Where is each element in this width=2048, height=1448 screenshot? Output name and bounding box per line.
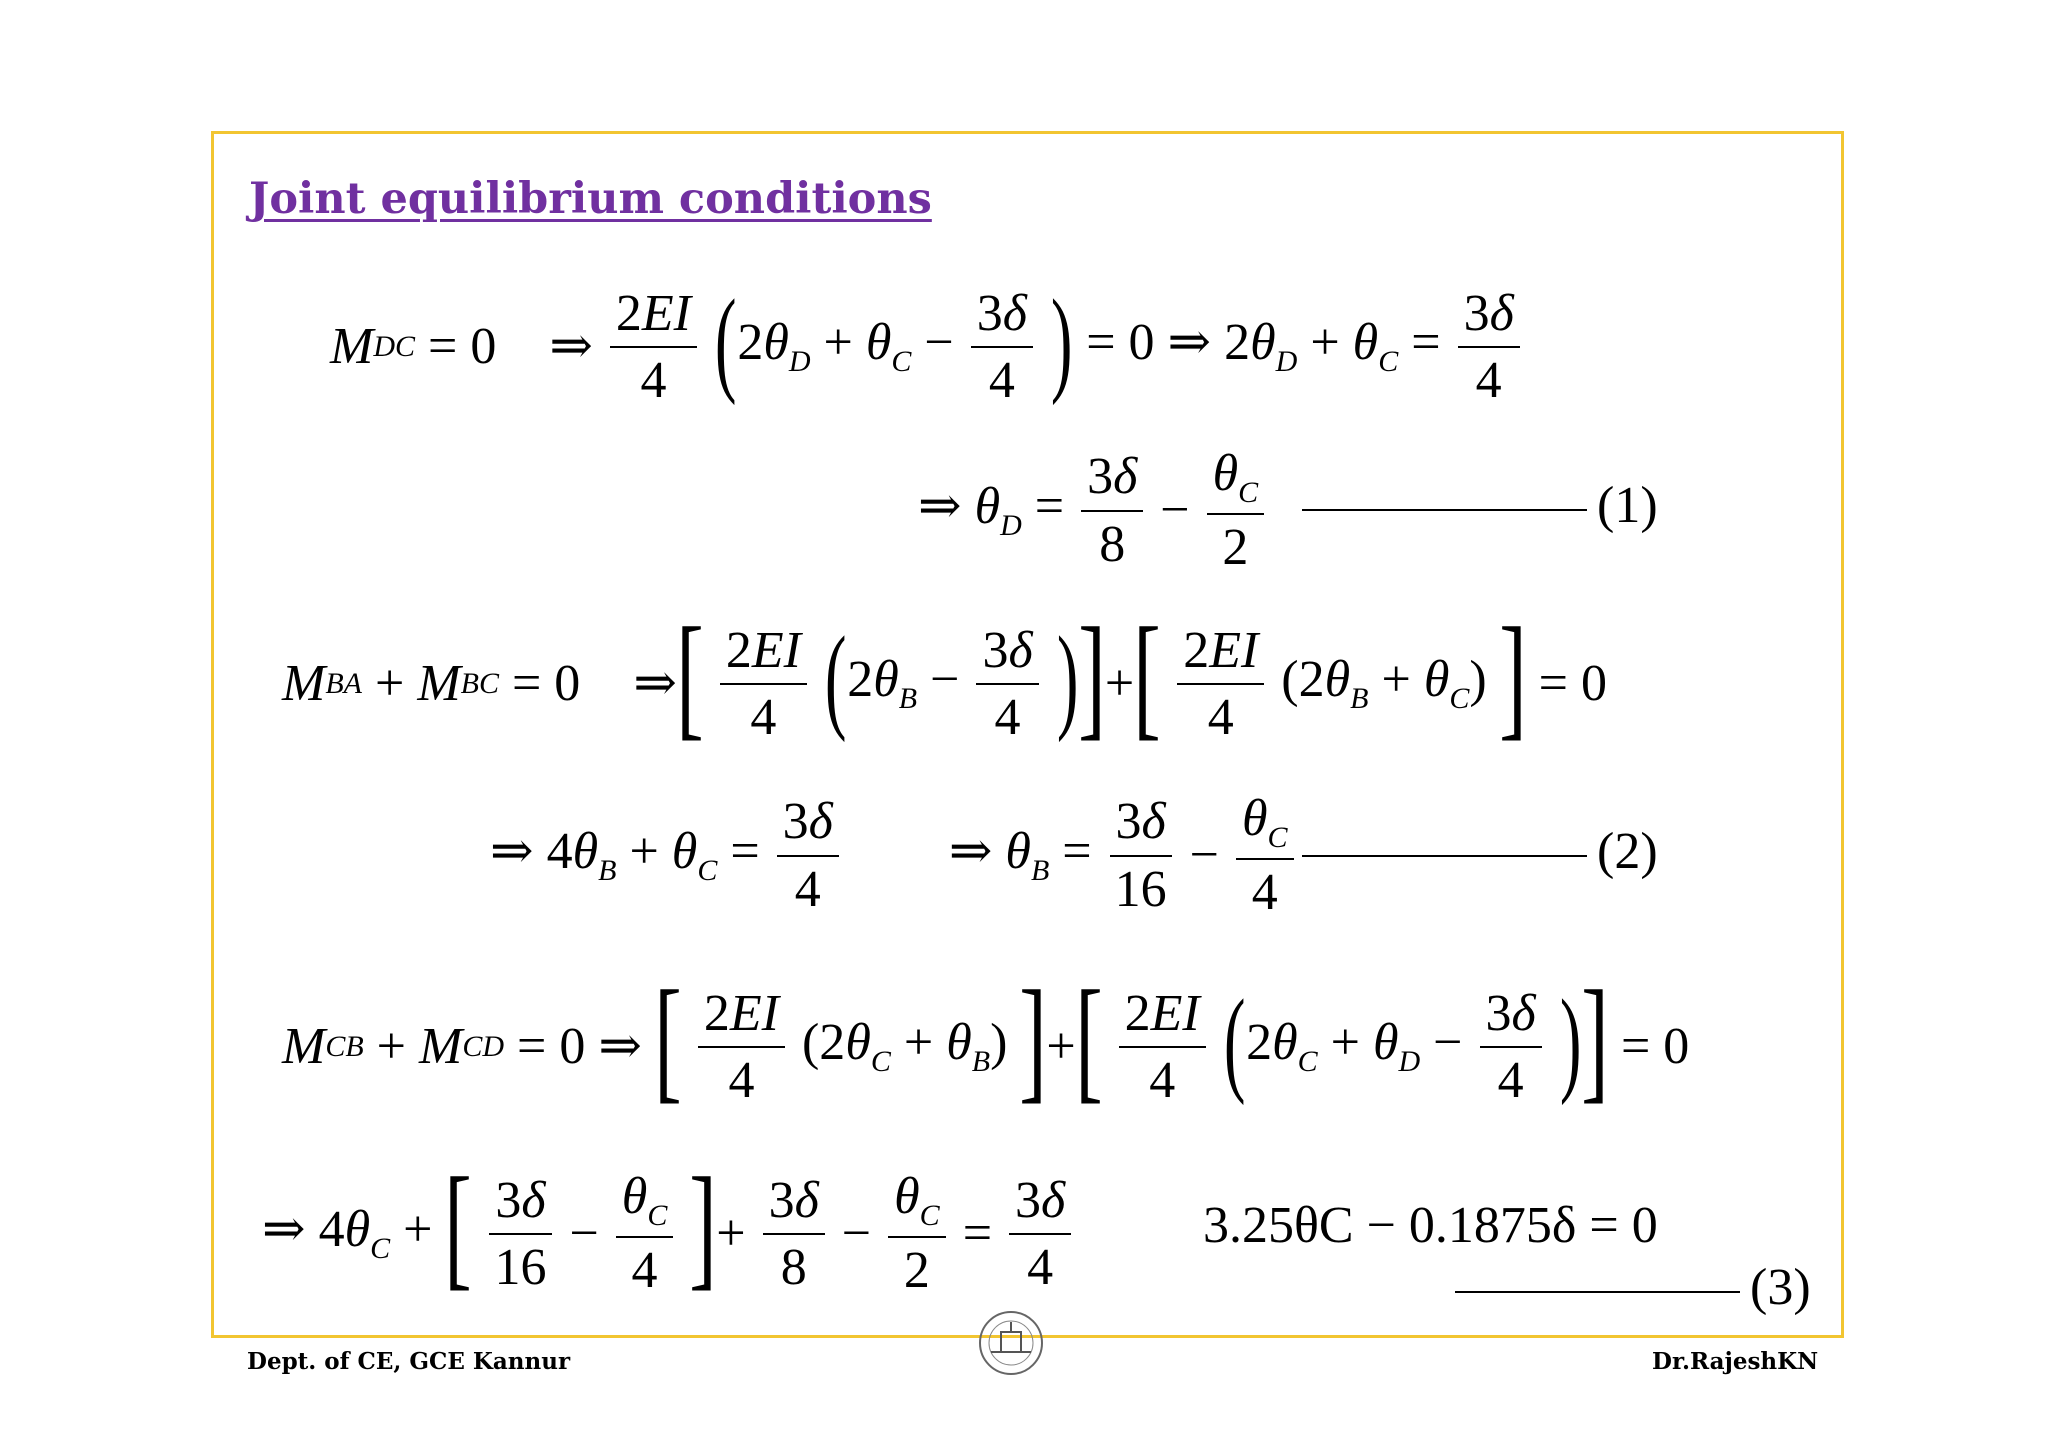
equation-2-label: (2): [1597, 823, 1658, 881]
equation-theta-d: ⇒ $\theta_D$ = $\frac{3\delta}{8}$ − $\frac{\theta_C}{2}$: [918, 445, 1268, 576]
equation-mdc: MDC = 0 ⇒ $\frac{2EI}{4}$ ($2\theta_D + \theta_C$ − $\frac{3\delta}{4}$ ) = 0 ⇒ $2\theta_D + \theta_C$ = $\frac{3\delta}{4}$: [330, 285, 1524, 409]
equation-3-result: 3.25θC − 0.1875δ = 0: [1203, 1197, 1658, 1254]
equation-mba-mbc: MBA + MBC = 0 ⇒[ $\frac{2EI}{4}$ ($2\theta_B$ − $\frac{3\delta}{4}$ )]+[ $\frac{2EI}{4}$ $(2\theta_B + \theta_C)$ ] = 0: [282, 599, 1607, 752]
college-logo-icon: [976, 1308, 1046, 1378]
slide-title: Joint equilibrium conditions: [249, 174, 932, 224]
equation-theta-b: ⇒ $4\theta_B + \theta_C$ = $\frac{3\delta}{4}$ ⇒ $\theta_B$ = $\frac{3\delta}{16}$ − $\frac{\theta_C}{4}$: [490, 790, 1298, 921]
equation-3-label: (3): [1750, 1259, 1811, 1317]
equation-3-label-line: [1455, 1258, 1811, 1317]
equation-mcb-mcd: MCB + MCD = 0 ⇒ [ $\frac{2EI}{4}$ $(2\theta_C + \theta_B)$ ]+[ $\frac{2EI}{4}$ ($2\theta_C + \theta_D$ − $\frac{3\delta}{4}$ )] = 0: [282, 962, 1690, 1115]
equation-substitution: ⇒ $4\theta_C$ + [ $\frac{3\delta}{16}$ − $\frac{\theta_C}{4}$ ]+ $\frac{3\delta}{8}$ − $\frac{\theta_C}{2}$ = $\frac{3\delta}{4}$: [262, 1165, 1075, 1303]
equation-1-label-line: [1302, 476, 1658, 535]
footer-department: Dept. of CE, GCE Kannur: [247, 1348, 571, 1375]
equation-1-label: (1): [1597, 477, 1658, 535]
equation-2-label-line: [1302, 822, 1658, 881]
footer-author: Dr.RajeshKN: [1652, 1348, 1819, 1375]
